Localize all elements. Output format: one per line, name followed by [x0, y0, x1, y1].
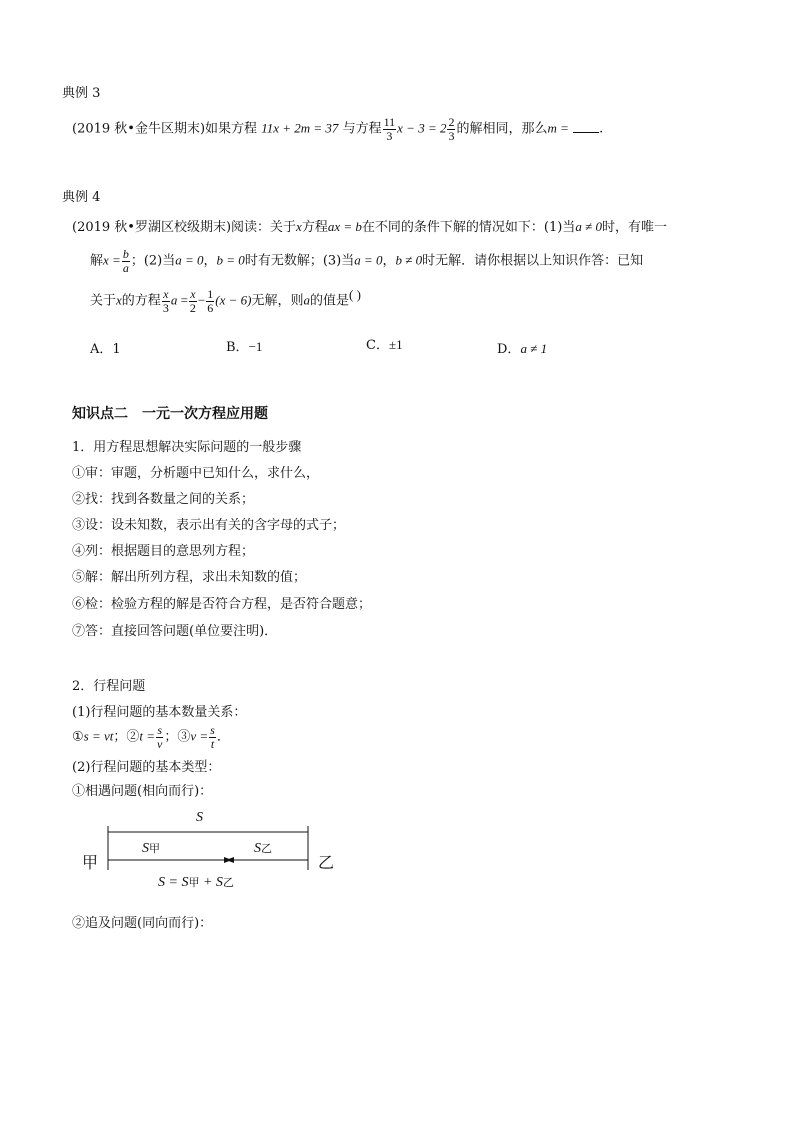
subsection-2c: ①相遇问题(相向而行)： [72, 784, 213, 799]
example-4-line-2: 解x = $\frac{b}{a}$ ；(2)当a = 0，b = 0时有无数解；(3)当a = 0，b ≠ 0时无解．请你根据以上知识作答：已知 [90, 247, 644, 275]
answer-blank[interactable] [573, 120, 599, 133]
subsection-2d: ②追及问题(同向而行)： [72, 916, 213, 931]
fraction-11-3: $\frac{11}{3}$ [383, 115, 396, 143]
option-a[interactable]: A．1 [90, 342, 121, 357]
source-tag: (2019 秋•金牛区期末) [72, 121, 206, 137]
option-d[interactable]: D．a ≠ 1 [497, 341, 548, 357]
option-c[interactable]: C．±1 [366, 337, 403, 353]
step-6: ⑥检：检验方程的解是否符合方程，是否符合题意； [72, 597, 372, 612]
step-2: ②找：找到各数量之间的关系； [72, 492, 255, 507]
example-4-title: 典例 4 [62, 190, 101, 205]
step-1: ①审：审题，分析题中已知什么，求什么， [72, 466, 320, 481]
step-7: ⑦答：直接回答问题(单位要注明)． [72, 624, 278, 639]
arrow-left-icon [226, 857, 234, 863]
subsection-1: 1．用方程思想解决实际问题的一般步骤 [72, 440, 302, 455]
step-4: ④列：根据题目的意思列方程； [72, 544, 255, 559]
subsection-2: 2．行程问题 [72, 679, 146, 694]
step-5: ⑤解：解出所列方程，求出未知数的值； [72, 570, 307, 585]
example-3-title: 典例 3 [62, 86, 101, 101]
label-s-yi: S乙 [254, 841, 272, 856]
label-jia: 甲 [82, 853, 99, 872]
example-4-line-1: (2019 秋•罗湖区校级期末)阅读：关于x方程ax = b在不同的条件下解的情况如下：(1)当a ≠ 0时，有唯一 [72, 219, 667, 235]
example-4-line-3: 关于x的方程 $\frac{x}{3}$ a = $\frac{x}{2}$ − $\frac{1}{6}$ (x − 6)无解，则a的值是( ) [90, 286, 361, 315]
meeting-problem-diagram [80, 808, 350, 898]
section-title: 知识点二 一元一次方程应用题 [72, 406, 268, 422]
label-s-jia: S甲 [142, 841, 160, 856]
source-tag: (2019 秋•罗湖区校级期末) [72, 220, 232, 235]
subsection-2a: (1)行程问题的基本数量关系： [72, 705, 247, 720]
label-yi: 乙 [318, 853, 335, 872]
equation-2: x − 3 = 2 [397, 120, 447, 136]
mixed-fraction: $\frac{2}{3}$ [448, 115, 455, 143]
subsection-2b: (2)行程问题的基本类型： [72, 760, 221, 775]
sum-equation: S = S甲 + S乙 [158, 875, 234, 890]
equation-1: 11x + 2m = 37 [261, 120, 339, 136]
example-3-question: (2019 秋•金牛区期末)如果方程 11x + 2m = 37 与方程 $\frac{11}{3}$ x − 3 = 2 $\frac{2}{3}$ 的解相同，那么m = . [72, 115, 604, 143]
label-s-total: S [196, 810, 203, 825]
option-b[interactable]: B．−1 [226, 339, 263, 355]
formula-line: ①s = vt；②t = $\frac{s}{v}$ ；③v = $\frac{s}{t}$ ． [72, 723, 230, 751]
step-3: ③设：设未知数，表示出有关的含字母的式子； [72, 518, 346, 533]
